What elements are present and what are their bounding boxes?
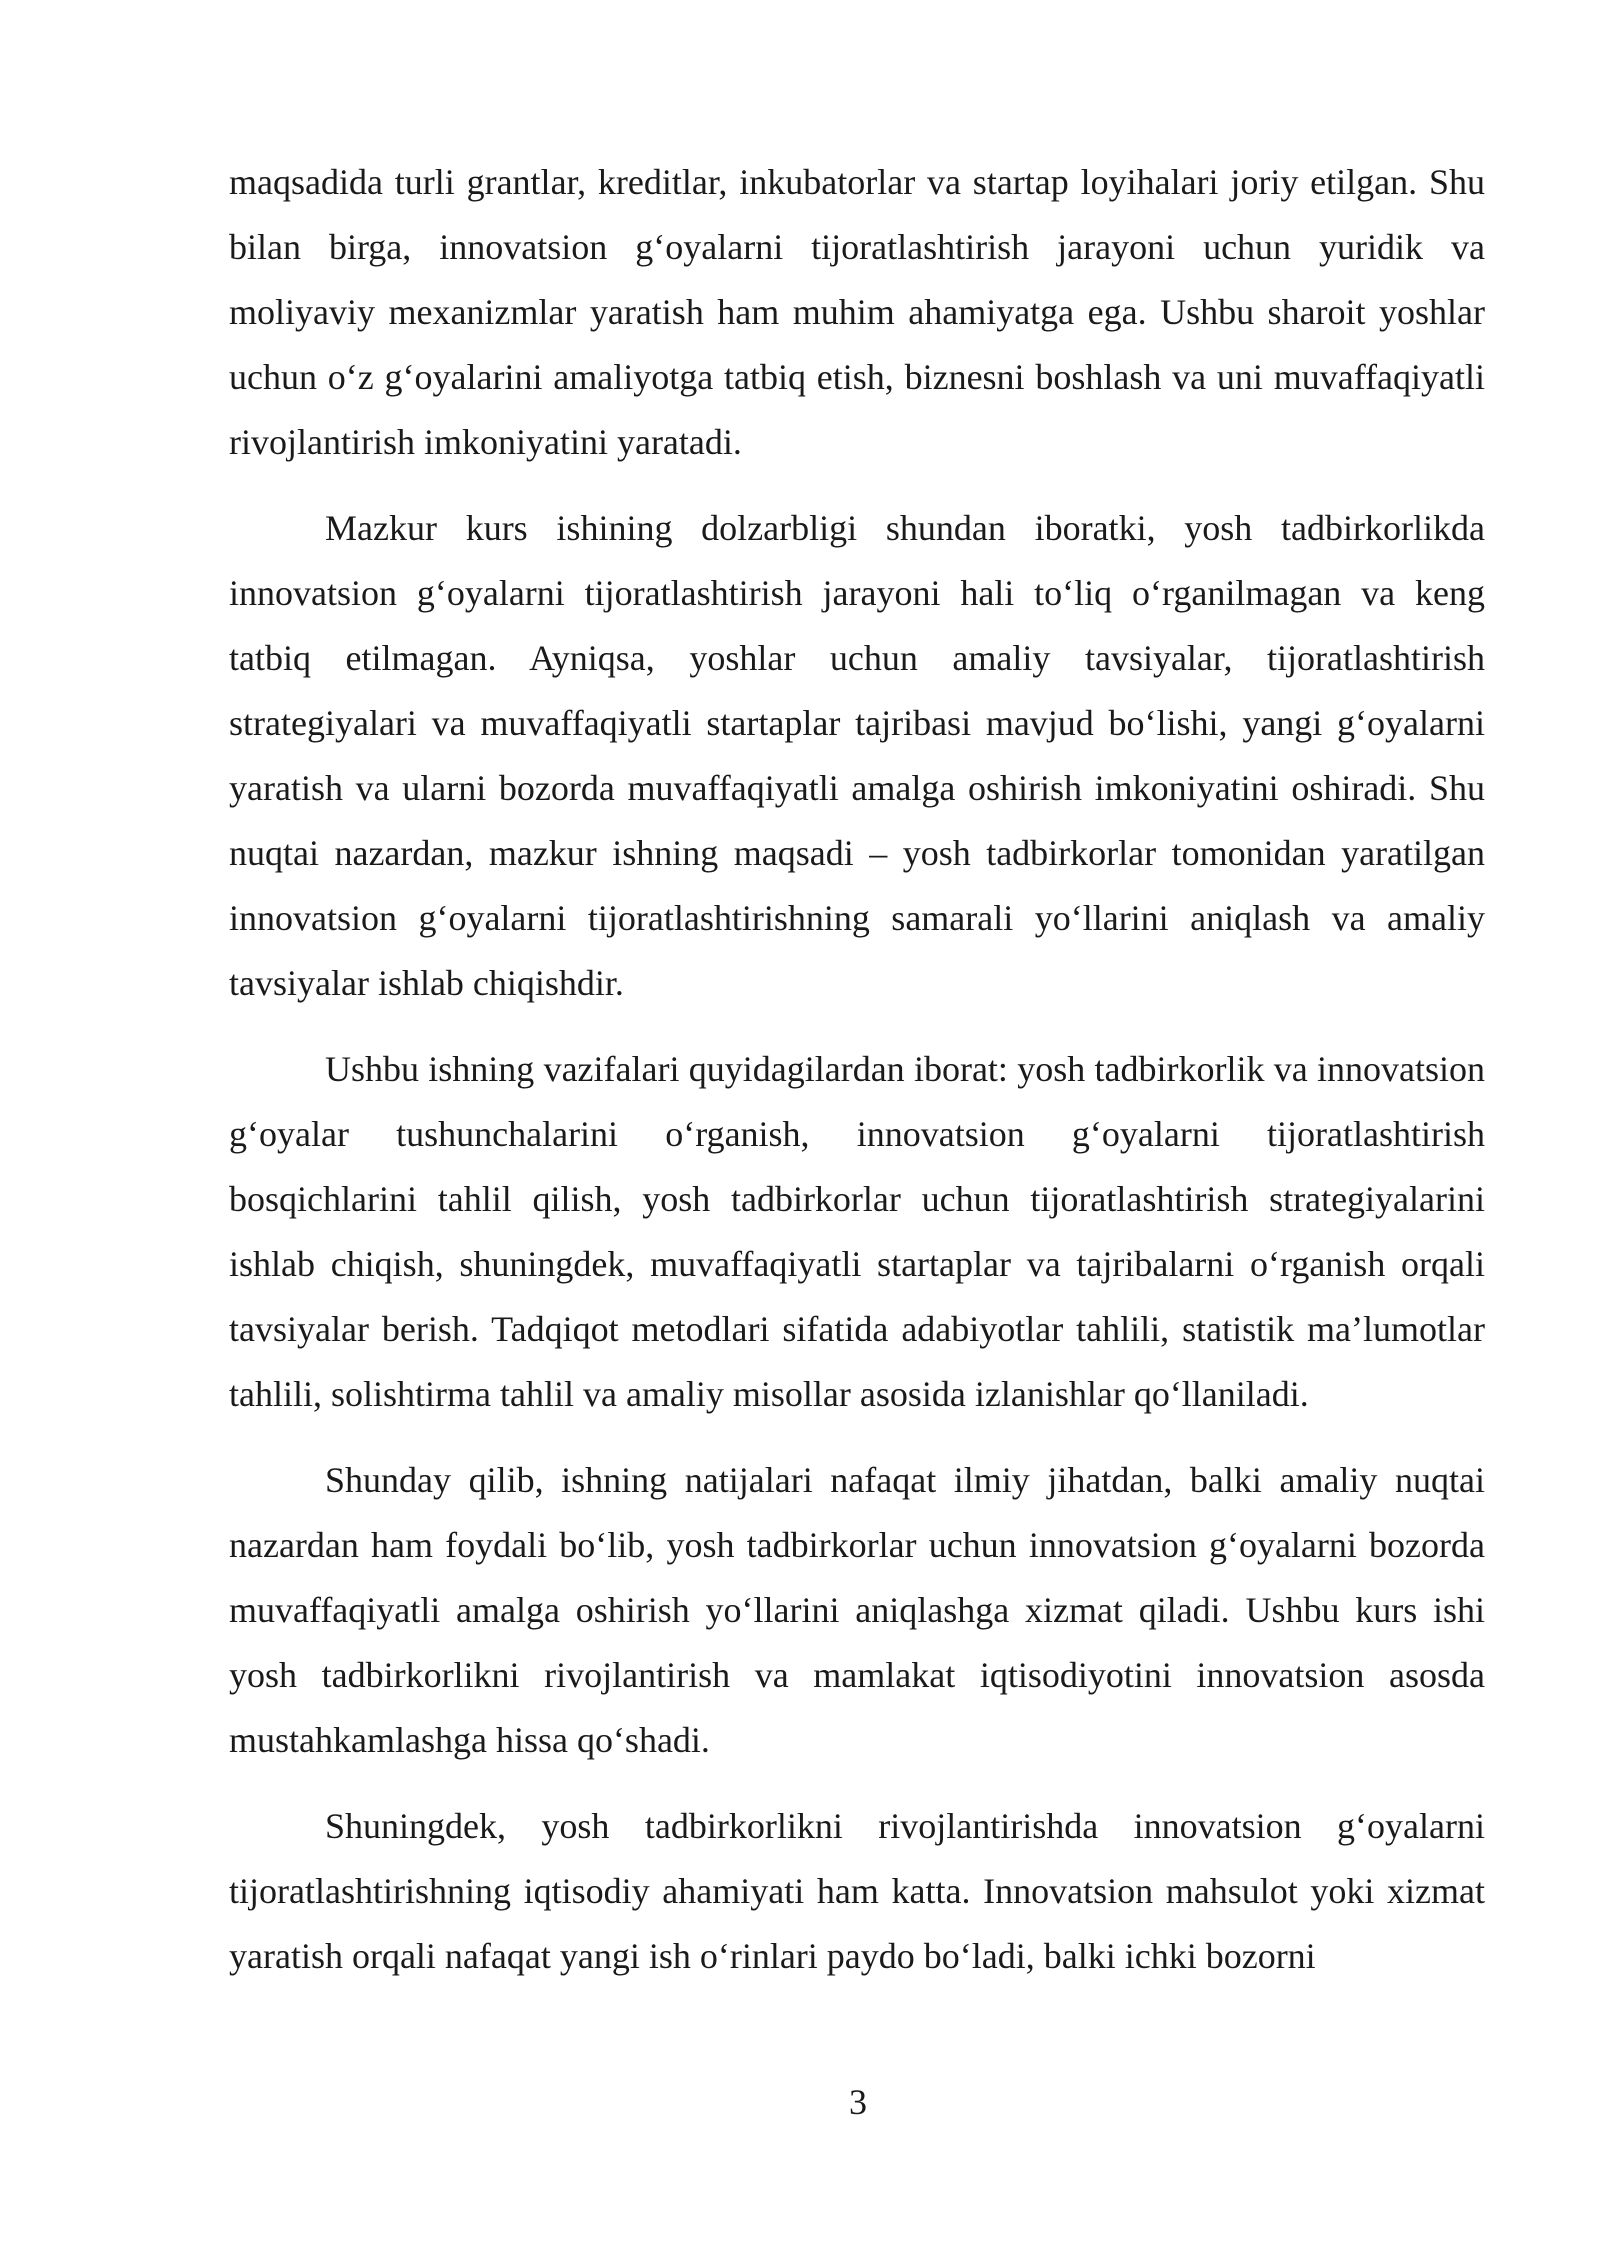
page-number: 3 <box>849 2082 867 2122</box>
body-text <box>229 150 1485 1989</box>
paragraph-economic-importance: Shuningdek, yosh tadbirkorlikni rivojlantirishda innovatsion g‘oyalarni tijoratlashtirishning iqtisodiy ahamiyati ham katta. Innovatsion mahsulot yoki xizmat yaratish orqali nafaqat yangi ish o‘rinlari paydo bo‘ladi, balki ichki bozorni <box>229 1806 1485 1976</box>
paragraph-relevance: Mazkur kurs ishining dolzarbligi shundan iboratki, yosh tadbirkorlikda innovatsion g‘oyalarni tijoratlashtirish jarayoni hali to‘liq o‘rganilmagan va keng tatbiq etilmagan. Ayniqsa, yoshlar uchun amaliy tavsiyalar, tijoratlashtirish strategiyalari va muvaffaqiyatli startaplar tajribasi mavjud bo‘lishi, yangi g‘oyalarni yaratish va ularni bozorda muvaffaqiyatli amalga oshirish imkoniyatini oshiradi. Shu nuqtai nazardan, mazkur ishning maqsadi – yosh tadbirkorlar tomonidan yaratilgan innovatsion g‘oyalarni tijoratlashtirishning samarali yo‘llarini aniqlash va amaliy tavsiyalar ishlab chiqishdir. <box>229 508 1485 1003</box>
paragraph-results: Shunday qilib, ishning natijalari nafaqat ilmiy jihatdan, balki amaliy nuqtai nazardan ham foydali bo‘lib, yosh tadbirkorlar uchun innovatsion g‘oyalarni bozorda muvaffaqiyatli amalga oshirish yo‘llarini aniqlashga xizmat qiladi. Ushbu kurs ishi yosh tadbirkorlikni rivojlantirish va mamlakat iqtisodiyotini innovatsion asosda mustahkamlashga hissa qo‘shadi. <box>229 1460 1485 1760</box>
paragraph-continuation: maqsadida turli grantlar, kreditlar, inkubatorlar va startap loyihalari joriy etilgan. Shu bilan birga, innovatsion g‘oyalarni tijoratlashtirish jarayoni uchun yuridik va moliyaviy mexanizmlar yaratish ham muhim ahamiyatga ega. Ushbu sharoit yoshlar uchun o‘z g‘oyalarini amaliyotga tatbiq etish, biznesni boshlash va uni muvaffaqiyatli rivojlantirish imkoniyatini yaratadi. <box>229 162 1485 462</box>
paragraph-tasks: Ushbu ishning vazifalari quyidagilardan iborat: yosh tadbirkorlik va innovatsion g‘oyalar tushunchalarini o‘rganish, innovatsion g‘oyalarni tijoratlashtirish bosqichlarini tahlil qilish, yosh tadbirkorlar uchun tijoratlashtirish strategiyalarini ishlab chiqish, shuningdek, muvaffaqiyatli startaplar va tajribalarni o‘rganish orqali tavsiyalar berish. Tadqiqot metodlari sifatida adabiyotlar tahlili, statistik ma’lumotlar tahlili, solishtirma tahlil va amaliy misollar asosida izlanishlar qo‘llaniladi. <box>229 1049 1485 1414</box>
